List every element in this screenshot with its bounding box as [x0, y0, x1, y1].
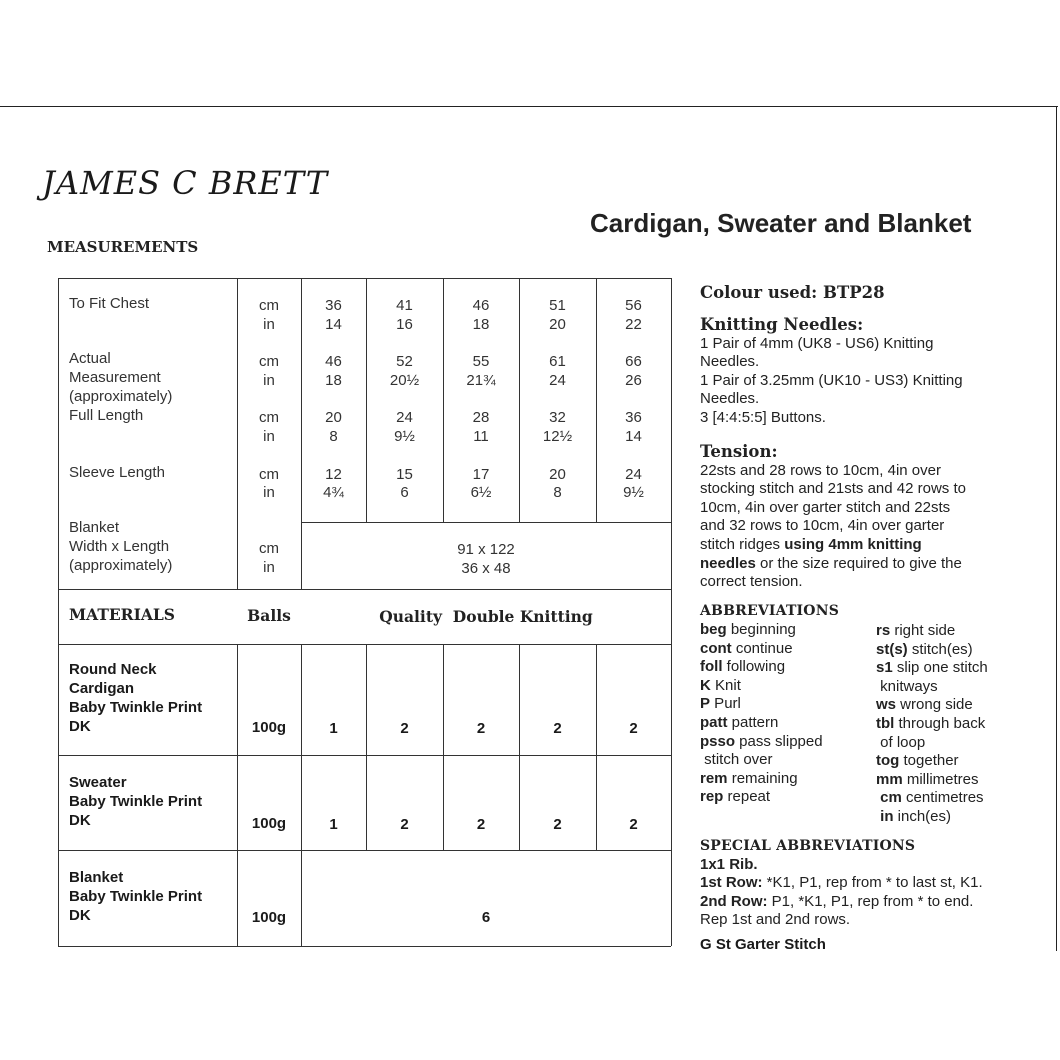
size-value-cm: 28 — [472, 409, 490, 426]
ball-count: 1 — [329, 816, 338, 833]
abbreviation-meaning: right side — [890, 622, 956, 639]
ball-count: 2 — [629, 720, 638, 737]
measurements-heading: MEASUREMENTS — [47, 238, 199, 256]
material-name: Baby Twinkle Print — [69, 793, 203, 810]
size-value-cm: 24 — [625, 466, 642, 483]
ball-count: 6 — [481, 909, 491, 926]
size-value-cm: 15 — [396, 466, 413, 483]
abbreviation-term: ws — [876, 696, 897, 714]
material-name: Blanket — [69, 869, 124, 886]
needles-line: 1 Pair of 3.25mm (UK10 - US3) Knitting — [700, 371, 963, 389]
abbreviation-term: cm — [876, 789, 902, 807]
size-value-in: 22 — [625, 316, 642, 333]
ball-count: 2 — [553, 720, 562, 737]
ball-count: 2 — [629, 816, 638, 833]
abbreviation-meaning: stitch(es) — [907, 640, 973, 658]
table-rule — [58, 946, 671, 947]
tension-section — [700, 443, 1040, 592]
brand-logo: JAMES C BRETT — [42, 164, 329, 202]
needles-line: 1 Pair of 4mm (UK8 - US6) Knitting — [700, 334, 934, 352]
abbreviation-meaning: inch(es) — [893, 807, 952, 825]
blanket-label: (approximately) — [69, 557, 173, 574]
size-value-in: 9½ — [394, 428, 415, 445]
abbreviation-meaning: centimetres — [901, 789, 984, 807]
page-title: Cardigan, Sweater and Blanket — [590, 208, 972, 238]
material-name: DK — [69, 812, 91, 829]
blanket-size-cm: 91 x 122 — [457, 541, 515, 558]
size-value-cm: 32 — [549, 409, 566, 426]
size-value-in: 21¾ — [466, 372, 496, 389]
size-value-in: 12½ — [542, 428, 573, 445]
unit-label: cm — [259, 466, 279, 483]
abbreviation-item — [700, 733, 823, 752]
material-name: Sweater — [69, 774, 127, 791]
needles-line: Needles. — [700, 390, 760, 408]
tension-heading: Tension: — [700, 442, 778, 461]
abbreviation-term: foll — [700, 658, 723, 676]
abbreviation-item — [700, 640, 823, 659]
table-rule — [58, 644, 671, 645]
abbreviation-term: rem — [700, 769, 728, 787]
colour-used-label: Colour used: BTP28 — [700, 283, 885, 302]
rib-heading: 1x1 Rib. — [700, 855, 758, 873]
table-rule — [58, 278, 59, 946]
needles-line: Needles. — [700, 353, 760, 371]
abbreviation-item — [700, 714, 823, 733]
tension-line: needles or the size required to give the — [700, 554, 962, 572]
table-rule — [58, 589, 671, 590]
abbreviations-heading: ABBREVIATIONS — [700, 603, 840, 619]
ball-count: 2 — [476, 816, 486, 833]
abbreviation-term: in — [876, 807, 894, 825]
abbreviation-item — [700, 695, 823, 714]
table-rule — [301, 644, 302, 946]
abbreviation-term: psso — [700, 732, 736, 750]
abbreviation-item — [876, 752, 988, 771]
page-top-border — [0, 106, 1058, 107]
ball-count: 1 — [329, 720, 338, 737]
abbreviation-term: patt — [700, 713, 728, 731]
abbreviation-term: K — [700, 676, 711, 694]
size-value-cm: 41 — [396, 297, 413, 314]
abbreviation-item — [700, 770, 823, 789]
abbreviation-item — [700, 658, 823, 677]
materials-heading: MATERIALS — [69, 605, 175, 624]
size-value-in: 8 — [329, 428, 338, 445]
abbreviation-term: P — [700, 695, 711, 713]
length-label: Full Length — [69, 407, 144, 424]
ball-count: 2 — [553, 816, 562, 833]
abbreviation-item — [876, 659, 988, 678]
size-value-cm: 51 — [549, 297, 566, 314]
material-name: Baby Twinkle Print — [69, 888, 203, 905]
size-value-in: 20 — [549, 316, 566, 333]
colour-used — [700, 284, 1040, 304]
abbreviation-meaning: stitch over — [700, 751, 773, 769]
size-value-in: 26 — [625, 372, 642, 389]
material-name: Cardigan — [69, 680, 135, 697]
size-value-in: 16 — [396, 316, 413, 333]
abbreviation-term: tog — [876, 752, 900, 770]
cut-off-text: G St Garter Stitch — [700, 936, 826, 953]
abbreviation-item — [876, 771, 988, 790]
unit-label: cm — [259, 353, 279, 370]
sleeve-label: Sleeve Length — [69, 464, 165, 481]
material-weight: 100g — [251, 815, 287, 832]
quality-heading: Quality Double Knitting — [379, 607, 593, 626]
abbreviation-meaning: remaining — [727, 769, 798, 787]
special-abbreviations-section — [700, 837, 1040, 930]
table-rule — [58, 278, 671, 279]
rib-repeat: Rep 1st and 2nd rows. — [700, 911, 851, 929]
abbreviation-meaning: following — [722, 658, 786, 676]
abbreviation-item — [876, 715, 988, 734]
size-value-in: 8 — [553, 484, 562, 501]
needles-heading: Knitting Needles: — [700, 315, 864, 334]
unit-label: cm — [259, 540, 279, 557]
page-right-border — [1056, 106, 1057, 951]
abbreviation-term: cont — [700, 639, 732, 657]
table-rule — [58, 755, 671, 756]
size-value-cm: 12 — [325, 466, 342, 483]
abbreviation-meaning: together — [899, 752, 959, 770]
chest-label: To Fit Chest — [69, 295, 150, 312]
unit-label: cm — [259, 409, 279, 426]
abbreviation-item — [700, 788, 823, 807]
blanket-label: Width x Length — [69, 538, 170, 555]
size-value-in: 11 — [473, 428, 489, 445]
size-value-cm: 46 — [472, 297, 490, 314]
size-value-in: 9½ — [623, 484, 644, 501]
abbreviation-meaning: Knit — [710, 676, 741, 694]
needles-line: 3 [4:4:5:5] Buttons. — [700, 408, 826, 426]
unit-label: in — [263, 372, 275, 389]
size-value-in: 14 — [625, 428, 642, 445]
material-name: Round Neck — [69, 661, 157, 678]
size-value-cm: 24 — [396, 409, 413, 426]
unit-label: in — [263, 428, 275, 445]
size-value-in: 20½ — [389, 372, 420, 389]
table-rule — [671, 278, 672, 946]
blanket-size-in: 36 x 48 — [461, 560, 511, 577]
abbreviation-item — [876, 808, 988, 827]
abbreviation-item — [876, 641, 988, 660]
abbreviation-meaning: beginning — [726, 621, 796, 638]
tension-line: and 32 rows to 10cm, 4in over garter — [700, 517, 945, 535]
size-value-cm: 36 — [325, 297, 342, 314]
table-rule — [58, 850, 671, 851]
abbreviation-meaning: pass slipped — [735, 732, 823, 750]
abbreviation-term: tbl — [876, 714, 895, 732]
size-value-cm: 61 — [549, 353, 566, 370]
table-rule — [301, 522, 671, 523]
abbreviation-term: rep — [700, 788, 724, 806]
tension-line: correct tension. — [700, 573, 803, 591]
material-weight: 100g — [251, 719, 287, 736]
size-value-cm: 20 — [549, 466, 566, 483]
size-value-cm: 66 — [625, 353, 642, 370]
abbreviation-meaning: knitways — [876, 677, 938, 695]
abbreviation-item — [876, 696, 988, 715]
abbreviation-item — [700, 751, 823, 770]
actual-label: (approximately) — [69, 388, 173, 405]
ball-count: 2 — [400, 720, 409, 737]
actual-label: Actual — [69, 350, 111, 367]
abbreviation-term: beg — [700, 621, 727, 638]
ball-count: 2 — [476, 720, 486, 737]
tension-line: 22sts and 28 rows to 10cm, 4in over — [700, 461, 941, 479]
abbreviation-item — [700, 677, 823, 696]
material-name: DK — [69, 718, 91, 735]
abbreviation-item — [876, 734, 988, 753]
abbreviation-meaning: slip one stitch — [892, 659, 988, 677]
abbreviation-item — [876, 789, 988, 808]
actual-label: Measurement — [69, 369, 161, 386]
abbreviation-meaning: through back — [894, 714, 986, 732]
abbreviation-term: mm — [876, 770, 903, 788]
balls-heading: Balls — [247, 606, 291, 625]
size-value-in: 14 — [325, 316, 342, 333]
abbreviations-right-column — [876, 622, 988, 827]
abbreviation-item — [876, 678, 988, 697]
table-rule — [237, 644, 238, 946]
size-value-cm: 56 — [625, 297, 642, 314]
tension-line: stitch ridges using 4mm knitting — [700, 535, 922, 553]
abbreviations-left-column — [700, 621, 823, 807]
tension-line: 10cm, 4in over garter stitch and 22sts — [700, 498, 951, 516]
knitting-needles-section — [700, 316, 1040, 428]
rib-row-1: 1st Row: *K1, P1, rep from * to last st, K1. — [700, 874, 983, 892]
size-value-in: 18 — [325, 372, 342, 389]
size-value-in: 18 — [472, 316, 490, 333]
abbreviations-heading-wrap — [700, 602, 1040, 621]
abbreviation-meaning: pattern — [727, 713, 779, 731]
abbreviation-meaning: of loop — [876, 733, 926, 751]
abbreviation-item — [876, 622, 988, 641]
size-value-in: 4¾ — [323, 484, 344, 501]
unit-label: in — [263, 484, 275, 501]
abbreviation-meaning: millimetres — [902, 770, 979, 788]
special-abbreviations-heading: SPECIAL ABBREVIATIONS — [700, 838, 916, 854]
size-value-in: 6 — [400, 484, 409, 501]
size-value-in: 24 — [549, 372, 566, 389]
material-weight: 100g — [251, 909, 287, 926]
size-value-in: 6½ — [470, 484, 492, 501]
size-value-cm: 52 — [396, 353, 413, 370]
size-value-cm: 55 — [472, 353, 490, 370]
abbreviation-term: rs — [876, 622, 891, 639]
size-value-cm: 20 — [325, 409, 342, 426]
abbreviation-term: s1 — [876, 659, 893, 677]
tension-line: stocking stitch and 21sts and 42 rows to — [700, 480, 966, 498]
abbreviation-meaning: Purl — [710, 695, 741, 713]
size-value-cm: 46 — [325, 353, 342, 370]
rib-row-2: 2nd Row: P1, *K1, P1, rep from * to end. — [700, 892, 974, 910]
material-name: Baby Twinkle Print — [69, 699, 203, 716]
material-name: DK — [69, 907, 91, 924]
ball-count: 2 — [400, 816, 409, 833]
abbreviation-meaning: wrong side — [896, 696, 973, 714]
abbreviation-meaning: continue — [731, 639, 793, 657]
abbreviation-meaning: repeat — [723, 788, 771, 806]
abbreviation-item — [700, 621, 823, 640]
unit-label: in — [263, 559, 275, 576]
unit-label: cm — [259, 297, 279, 314]
blanket-label: Blanket — [69, 519, 120, 536]
size-value-cm: 17 — [472, 466, 490, 483]
unit-label: in — [263, 316, 275, 333]
abbreviation-term: st(s) — [876, 640, 908, 658]
size-value-cm: 36 — [625, 409, 642, 426]
